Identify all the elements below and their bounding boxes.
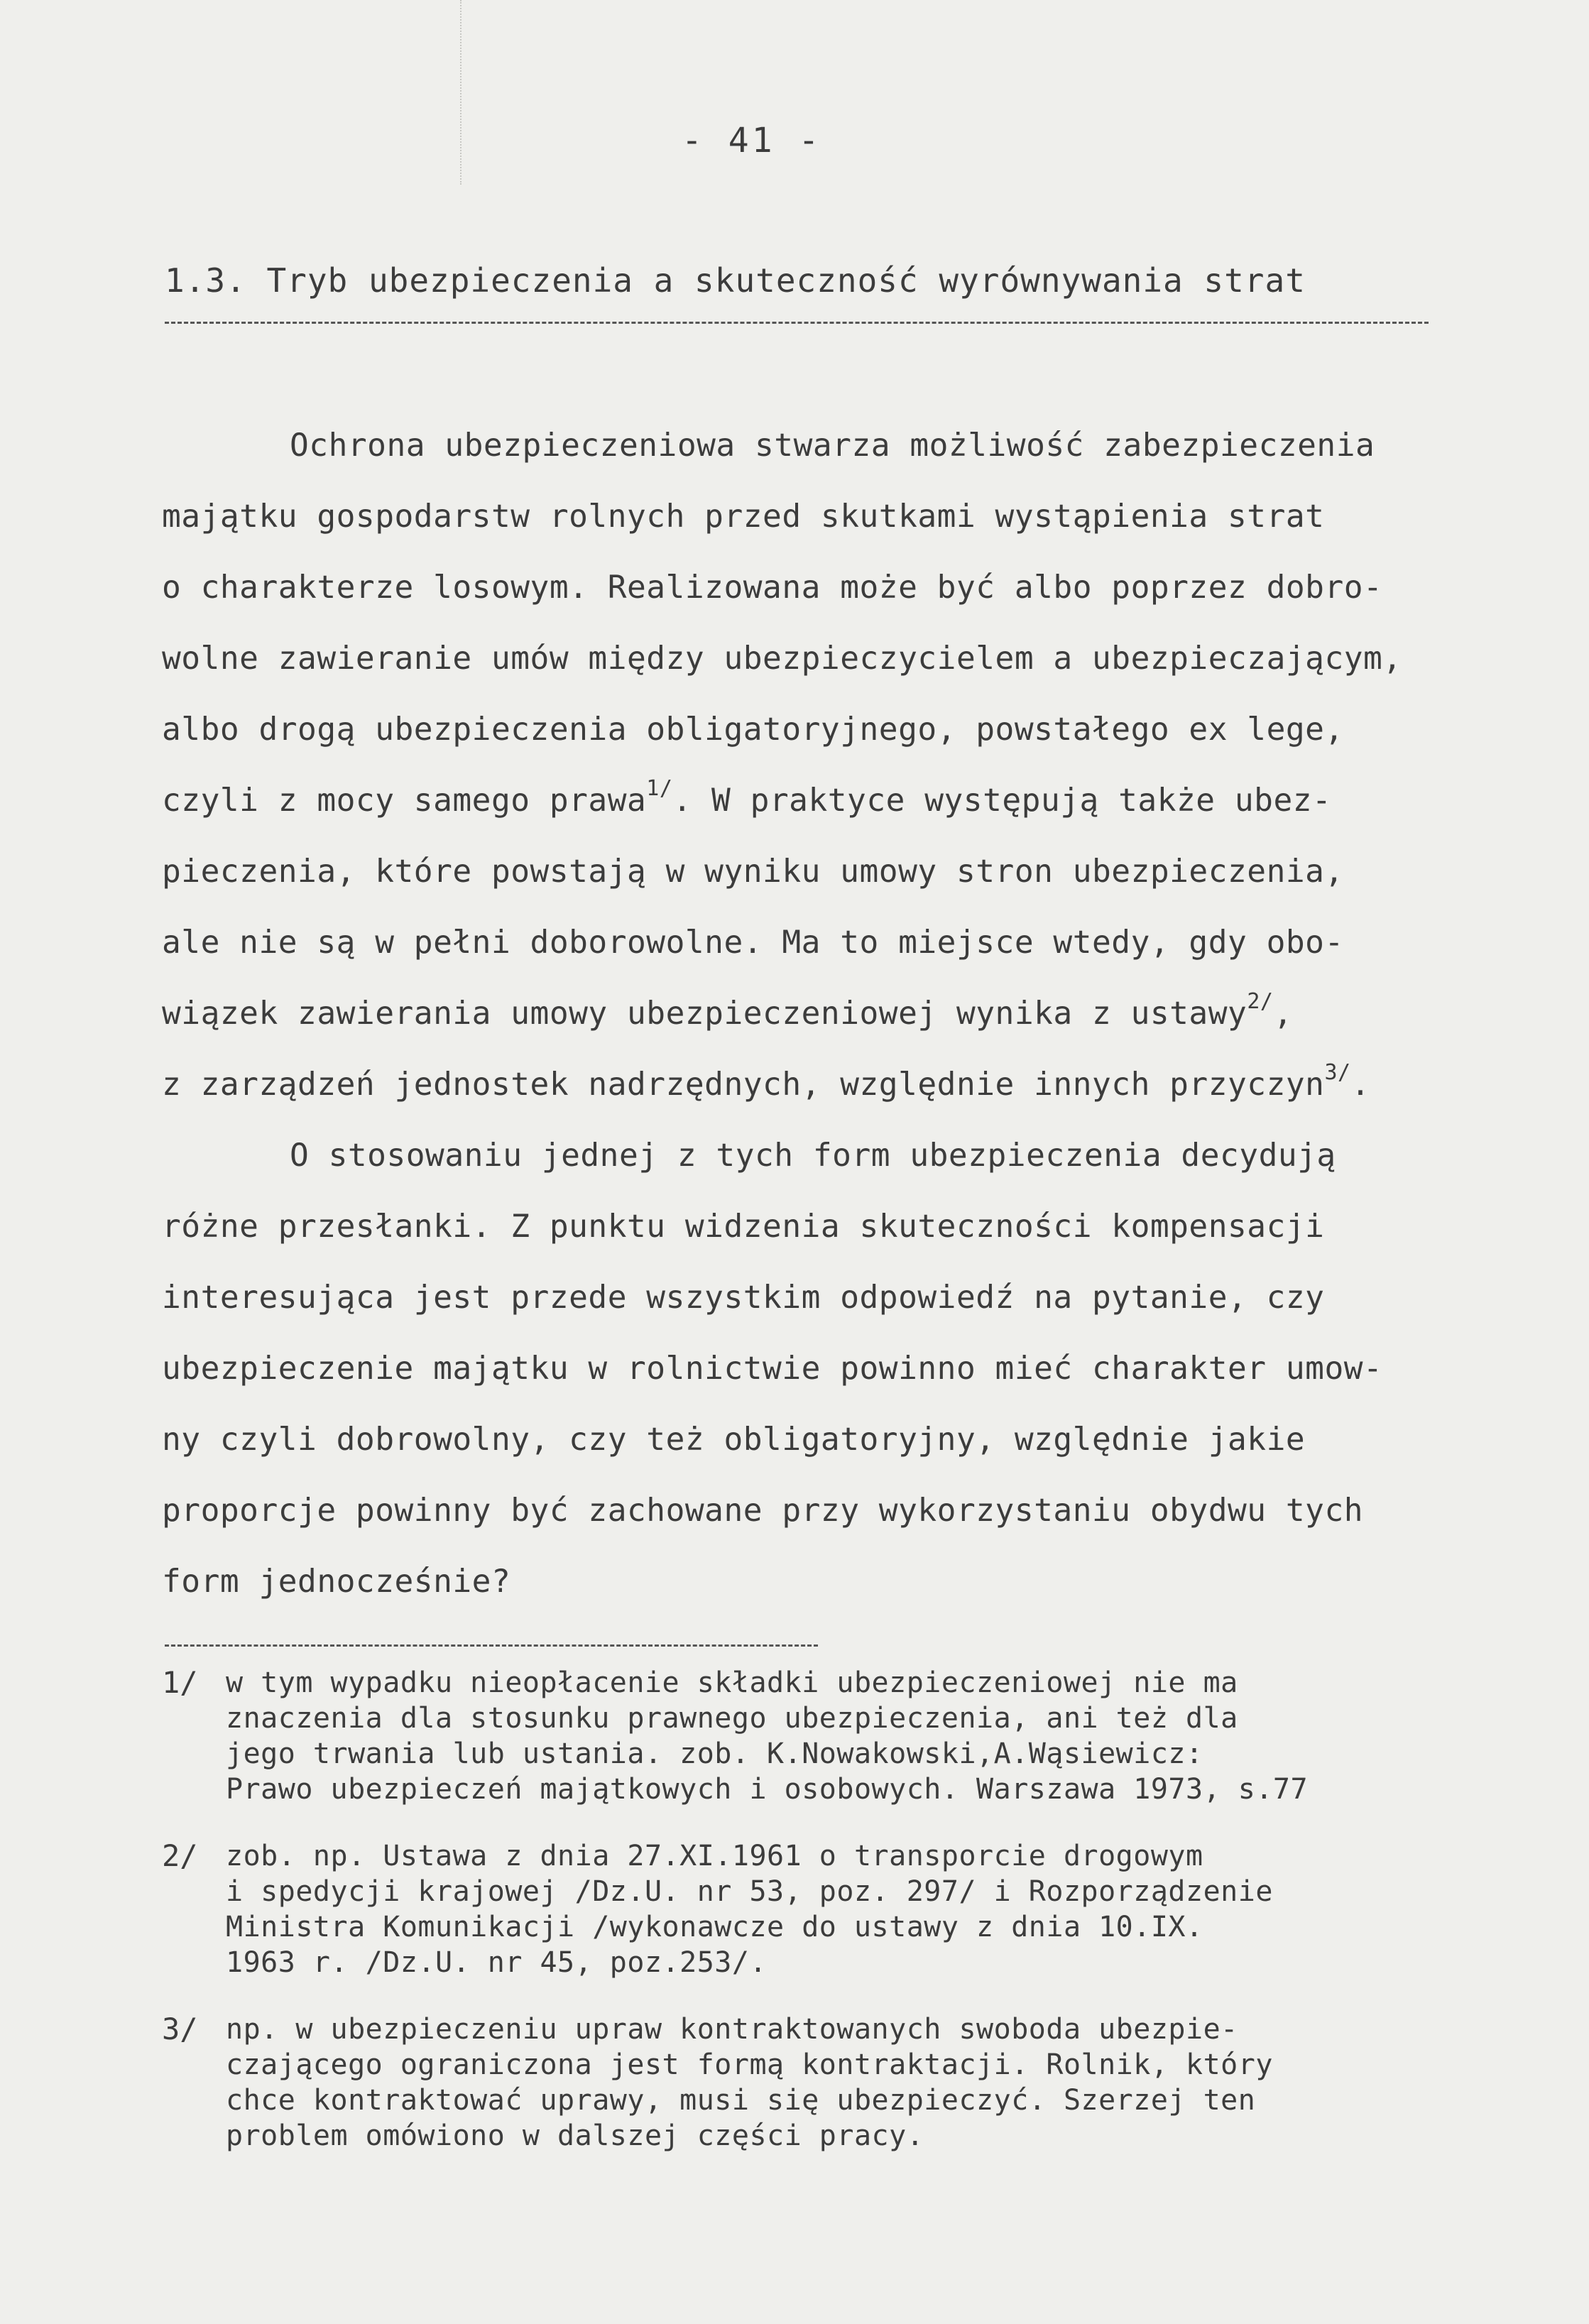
paragraph-line (162, 765, 1553, 836)
footnote (162, 2012, 1582, 2154)
paragraph-line: interesująca jest przede wszystkim odpowiedź na pytanie, czy (162, 1280, 1325, 1316)
footnote-line: chce kontraktować uprawy, musi się ubezpieczyć. Szerzej ten (226, 2084, 1256, 2117)
paragraph-line (162, 978, 1553, 1049)
paragraph-line: majątku gospodarstw rolnych przed skutkami wystąpienia strat (162, 498, 1325, 535)
line-text: z zarządzeń jednostek nadrzędnych, względnie innych przyczyn (162, 1066, 1325, 1103)
paragraph-line: ale nie są w pełni doborowolne. Ma to miejsce wtedy, gdy obo- (162, 924, 1344, 961)
paragraph-line: Ochrona ubezpieczeniowa stwarza możliwość zabezpieczenia (290, 427, 1375, 464)
footnote (162, 1838, 1582, 1980)
footnote-line: Ministra Komunikacji /wykonawcze do ustawy z dnia 10.IX. (226, 1911, 1203, 1943)
footnote-ref-1: 1/ (646, 776, 673, 802)
section-title: 1.3. Tryb ubezpieczenia a skuteczność wyrównywania strat (165, 261, 1306, 300)
paragraph-line: albo drogą ubezpieczenia obligatoryjnego, powstałego ex lege, (162, 711, 1344, 748)
paragraph-line: O stosowaniu jednej z tych form ubezpieczenia decydują (290, 1138, 1336, 1174)
footnote-line: jego trwania lub ustania. zob. K.Nowakowski,A.Wąsiewicz: (226, 1737, 1203, 1770)
paragraph-line: proporcje powinny być zachowane przy wykorzystaniu obydwu tych (162, 1493, 1364, 1529)
paragraph-line: o charakterze losowym. Realizowana może być albo poprzez dobro- (162, 569, 1383, 606)
footnote-line: znaczenia dla stosunku prawnego ubezpieczenia, ani też dla (226, 1702, 1238, 1735)
footnote-ref-2: 2/ (1247, 989, 1274, 1015)
footnote-mark: 2/ (162, 1838, 198, 1873)
paragraph-line (162, 1049, 1553, 1120)
paragraph-line: wolne zawieranie umów między ubezpieczycielem a ubezpieczającym, (162, 640, 1402, 677)
footnote (162, 1665, 1582, 1807)
footnote-body (226, 1665, 1582, 1807)
line-text: , (1273, 995, 1293, 1032)
footnote-line: zob. np. Ustawa z dnia 27.XI.1961 o transporcie drogowym (226, 1840, 1203, 1872)
footnote-line: Prawo ubezpieczeń majątkowych i osobowych. Warszawa 1973, s.77 (226, 1773, 1309, 1806)
paragraph-line: pieczenia, które powstają w wyniku umowy stron ubezpieczenia, (162, 853, 1344, 890)
page-number: - 41 - (682, 121, 822, 160)
footnote-line: i spedycji krajowej /Dz.U. nr 53, poz. 297/ i Rozporządzenie (226, 1875, 1273, 1908)
paragraph-line: ubezpieczenie majątku w rolnictwie powinno mieć charakter umow- (162, 1351, 1383, 1387)
paragraph-line: ny czyli dobrowolny, czy też obligatoryjny, względnie jakie (162, 1422, 1306, 1458)
footnote-body (226, 2012, 1582, 2154)
paper-fold-mark (460, 0, 462, 185)
body-text (162, 410, 1553, 1617)
footnote-line: czającego ograniczona jest formą kontraktacji. Rolnik, który (226, 2048, 1273, 2081)
footnote-line: 1963 r. /Dz.U. nr 45, poz.253/. (226, 1946, 768, 1979)
line-text: . (1350, 1066, 1370, 1103)
line-text: wiązek zawierania umowy ubezpieczeniowej wynika z ustawy (162, 995, 1247, 1032)
footnote-mark: 3/ (162, 2012, 198, 2046)
paragraph-line: form jednocześnie? (162, 1564, 511, 1600)
line-text: . W praktyce występują także ubez- (672, 782, 1332, 819)
footnote-line: np. w ubezpieczeniu upraw kontraktowanych swoboda ubezpie- (226, 2013, 1238, 2046)
footnotes (162, 1665, 1582, 2185)
footnote-separator (165, 1644, 818, 1647)
footnote-line: w tym wypadku nieopłacenie składki ubezpieczeniowej nie ma (226, 1666, 1238, 1699)
footnote-line: problem omówiono w dalszej części pracy. (226, 2120, 924, 2152)
footnote-mark: 1/ (162, 1665, 198, 1700)
footnote-ref-3: 3/ (1324, 1060, 1351, 1086)
footnote-body (226, 1838, 1582, 1980)
title-underline (165, 322, 1429, 324)
line-text: czyli z mocy samego prawa (162, 782, 647, 819)
paragraph-line: różne przesłanki. Z punktu widzenia skuteczności kompensacji (162, 1209, 1325, 1245)
